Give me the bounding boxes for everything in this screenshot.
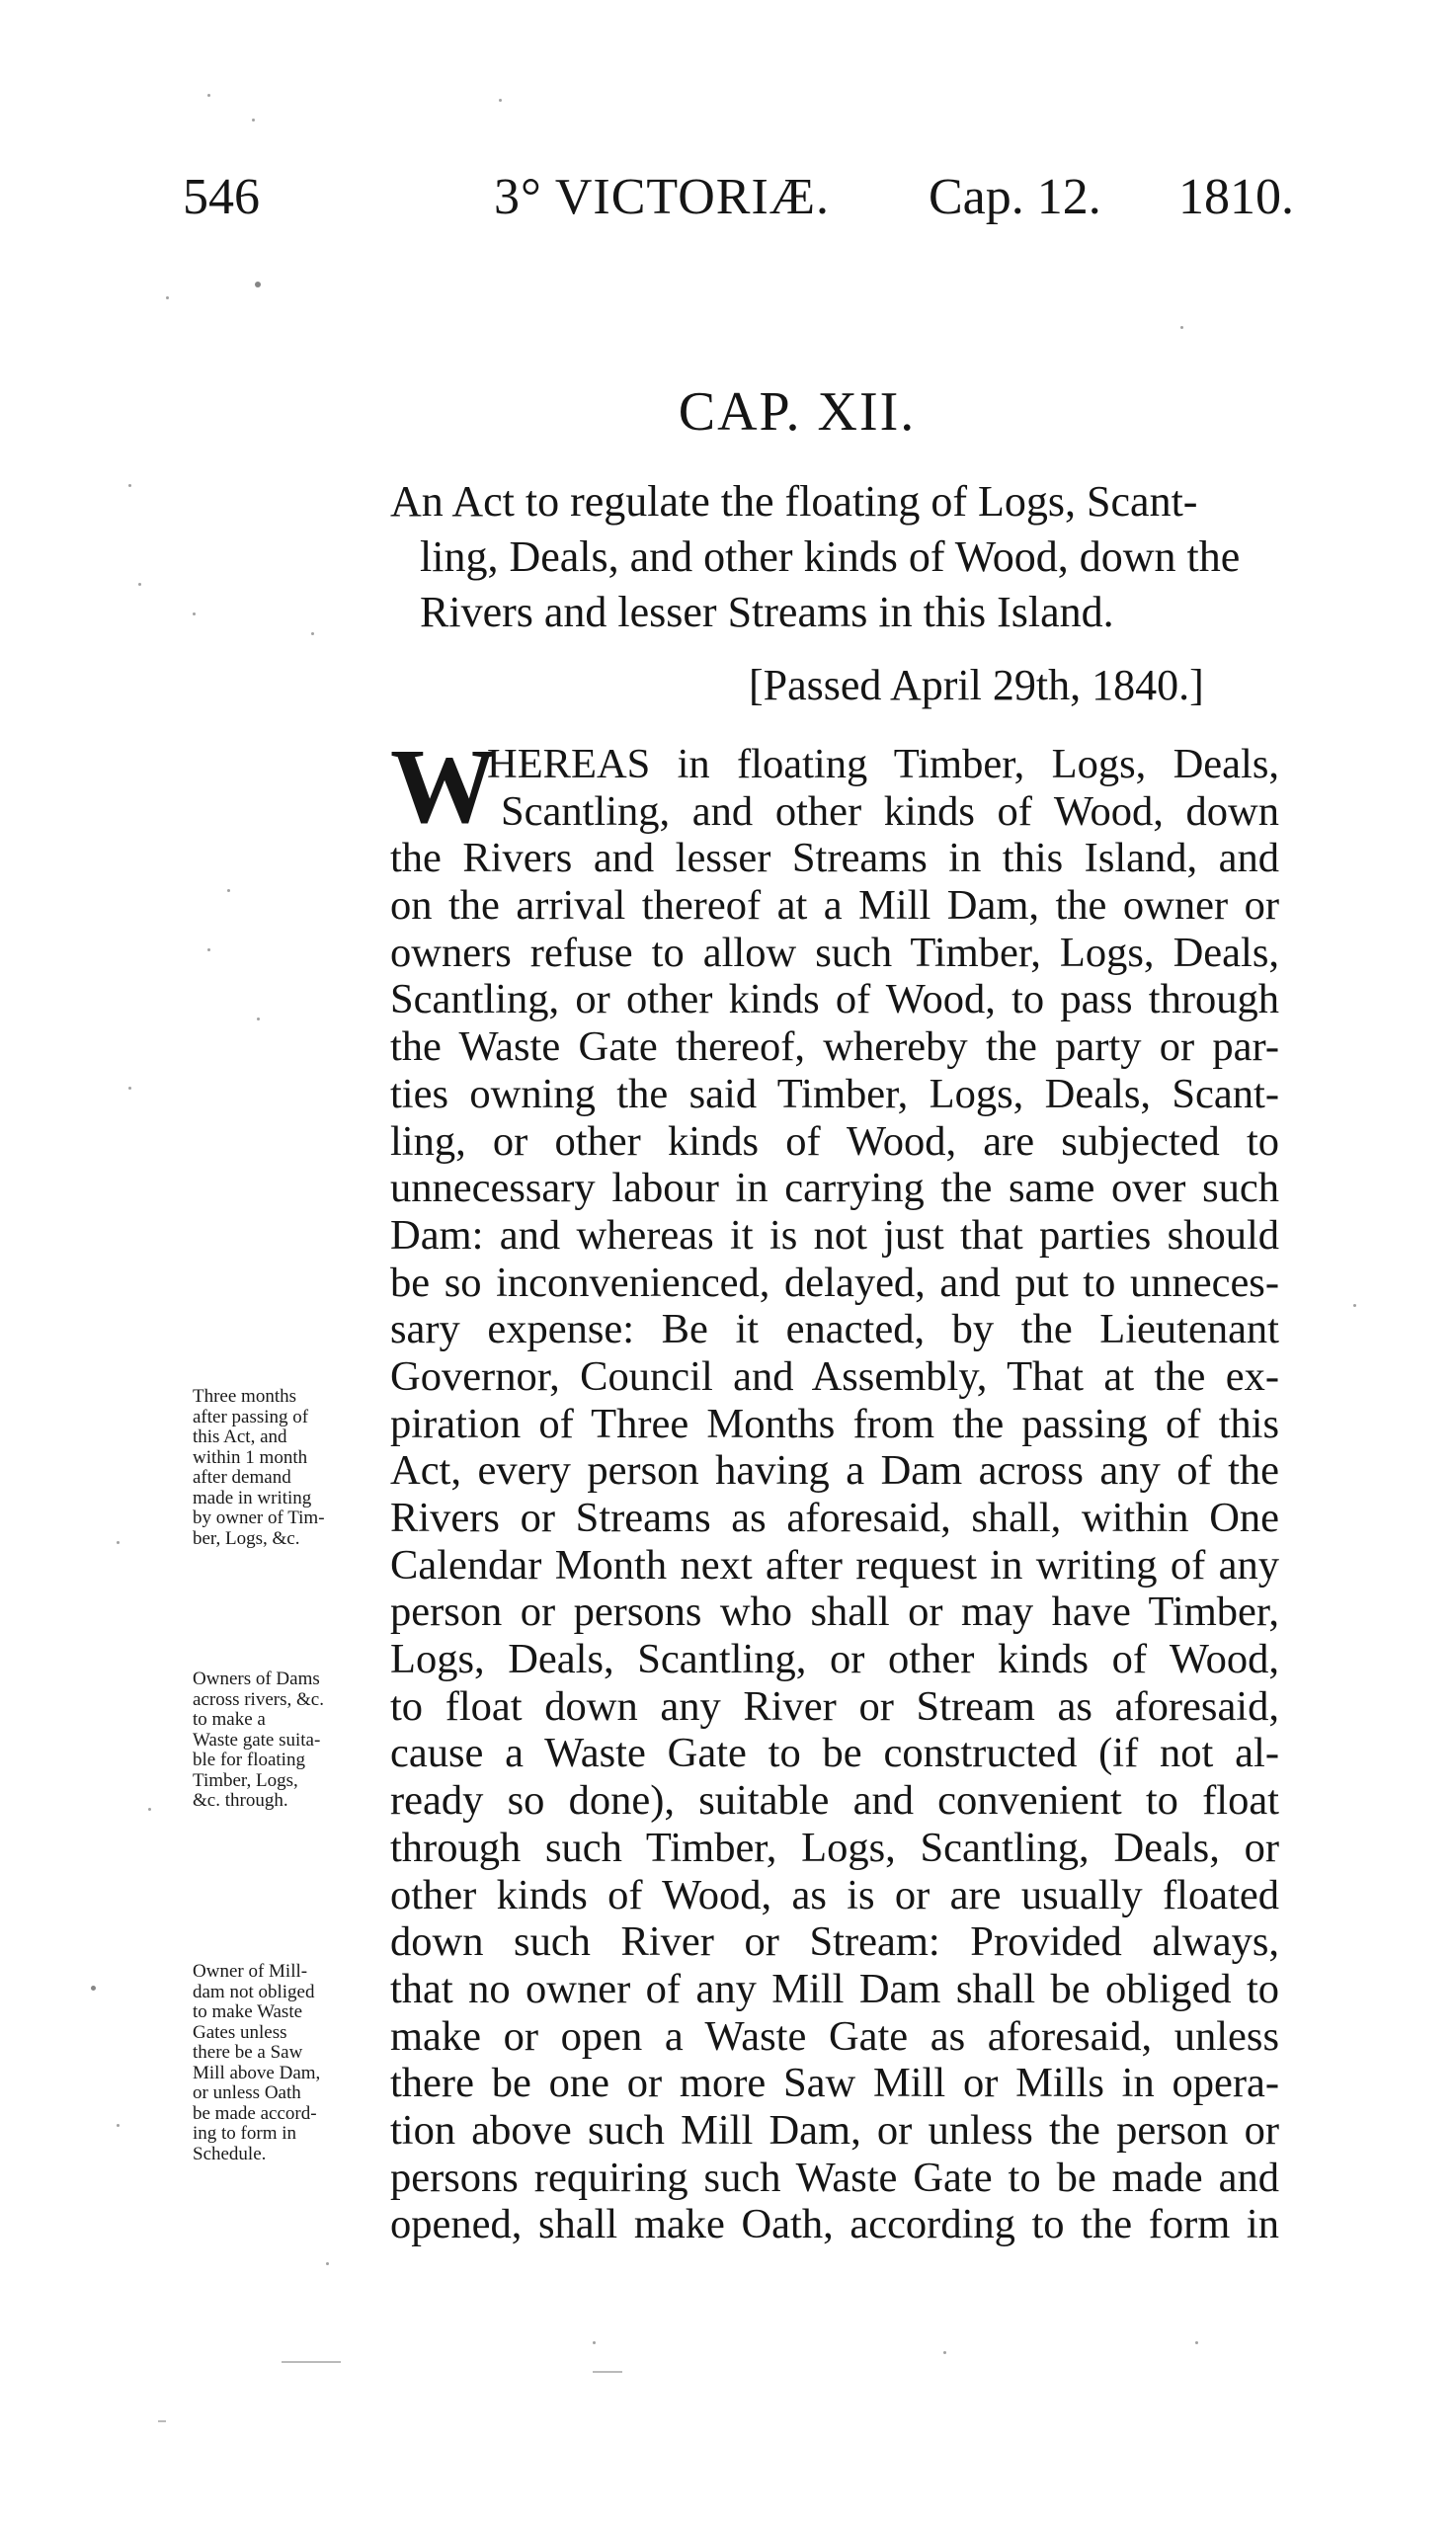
dash-speck — [158, 2420, 166, 2422]
body-line: ready so done), suitable and convenient to float — [390, 1777, 1279, 1825]
speck — [227, 889, 230, 892]
body-text — [390, 728, 1279, 2248]
speck — [252, 119, 255, 122]
body-line: on the arrival thereof at a Mill Dam, the owner or — [390, 882, 1279, 930]
body-line: the Waste Gate thereof, whereby the party or par- — [390, 1023, 1279, 1071]
dash-speck — [593, 2371, 622, 2373]
speck — [311, 632, 314, 635]
body-line: other kinds of Wood, as is or are usually floated — [390, 1871, 1279, 1918]
marginal-note-line: ble for floating — [193, 1750, 305, 1770]
speck — [138, 583, 141, 586]
page-number: 546 — [183, 169, 260, 225]
marginal-note-line: to make a — [193, 1709, 266, 1730]
body-line: Act, every person having a Dam across any of the — [390, 1447, 1279, 1495]
body-line: Governor, Council and Assembly, That at the ex- — [390, 1352, 1279, 1400]
marginal-note — [193, 1387, 380, 1549]
running-head — [183, 168, 1294, 237]
body-line: Logs, Deals, Scantling, or other kinds of Wood, — [390, 1636, 1279, 1683]
marginal-note-line: ing to form in — [193, 2123, 297, 2144]
marginal-note-line: by owner of Tim- — [193, 1507, 325, 1528]
marginal-note — [193, 1962, 380, 2164]
body-line: opened, shall make Oath, according to the form in — [390, 2201, 1279, 2248]
long-title-line: An Act to regulate the floating of Logs, Scant- — [390, 477, 1198, 526]
body-line: Rivers or Streams as aforesaid, shall, within One — [390, 1495, 1279, 1541]
body-line: Dam: and whereas it is not just that parties should — [390, 1211, 1279, 1259]
marginal-note-line: Owner of Mill- — [193, 1961, 308, 1982]
opening-paragraph — [390, 728, 1279, 846]
speck — [1353, 1304, 1356, 1307]
speck — [257, 1018, 260, 1020]
marginal-note — [193, 1670, 380, 1812]
body-line: the Rivers and lesser Streams in this Island, and — [390, 835, 1279, 882]
speck — [128, 484, 131, 487]
body-line: to float down any River or Stream as aforesaid, — [390, 1682, 1279, 1730]
dash-speck — [282, 2361, 341, 2363]
body-line: Scantling, and other kinds of Wood, down — [501, 787, 1279, 835]
marginal-note-line: Owners of Dams — [193, 1669, 320, 1689]
speck — [499, 99, 502, 102]
body-line: ling, or other kinds of Wood, are subjected to — [390, 1117, 1279, 1165]
header-year: 1810. — [1178, 169, 1294, 225]
body-line: persons requiring such Waste Gate to be made and — [390, 2154, 1279, 2201]
body-line: owners refuse to allow such Timber, Logs, Deals, — [390, 929, 1279, 976]
body-line: through such Timber, Logs, Scantling, Deals, or — [390, 1824, 1279, 1871]
marginal-note-line: made in writing — [193, 1487, 312, 1508]
body-line: sary expense: Be it enacted, by the Lieutenant — [390, 1306, 1279, 1353]
speck — [128, 1087, 131, 1090]
marginal-note-line: this Act, and — [193, 1426, 287, 1447]
marginal-note-line: Gates unless — [193, 2021, 287, 2043]
speck — [207, 94, 210, 97]
long-title-line: Rivers and lesser Streams in this Island. — [420, 588, 1114, 636]
speck — [943, 2351, 946, 2354]
marginal-note-line: be made accord- — [193, 2102, 317, 2124]
marginal-note-line: after passing of — [193, 1406, 309, 1427]
speck — [1180, 326, 1183, 329]
body-line: Calendar Month next after request in writing of any — [390, 1541, 1279, 1589]
speck — [148, 1808, 151, 1811]
speck — [117, 2124, 120, 2127]
body-line: Scantling, or other kinds of Wood, to pass through — [390, 976, 1279, 1023]
marginal-note-line: Timber, Logs, — [193, 1769, 298, 1791]
marginal-note-line: dam not obliged — [193, 1981, 315, 2002]
marginal-note-line: there be a Saw — [193, 2042, 303, 2063]
body-line: cause a Waste Gate to be constructed (if not al- — [390, 1730, 1279, 1777]
drop-cap: W — [390, 728, 497, 846]
body-line: that no owner of any Mill Dam shall be obliged to — [390, 1965, 1279, 2012]
speck — [207, 948, 210, 951]
body-line: make or open a Waste Gate as aforesaid, unless — [390, 2012, 1279, 2060]
act-long-title — [390, 474, 1279, 640]
chapter-heading: CAP. XII. — [678, 381, 917, 443]
body-line: there be one or more Saw Mill or Mills in opera- — [390, 2060, 1279, 2107]
marginal-note-line: to make Waste — [193, 2001, 303, 2022]
marginal-note-line: Three months — [193, 1386, 297, 1407]
body-line: piration of Three Months from the passing of this — [390, 1400, 1279, 1447]
passed-date: [Passed April 29th, 1840.] — [749, 661, 1204, 709]
regnal-year: 3° VICTORIÆ. — [494, 169, 831, 225]
body-line: unnecessary labour in carrying the same over such — [390, 1165, 1279, 1212]
marginal-note-line: within 1 month — [193, 1446, 308, 1468]
marginal-note-line: or unless Oath — [193, 2082, 301, 2103]
marginal-note-line: ber, Logs, &c. — [193, 1527, 300, 1549]
body-line: be so inconvenienced, delayed, and put to unneces- — [390, 1259, 1279, 1306]
speck — [166, 296, 169, 299]
marginal-note-line: Schedule. — [193, 2143, 267, 2164]
speck — [255, 282, 261, 287]
marginal-note-line: &c. through. — [193, 1790, 288, 1811]
chapter-reference: Cap. 12. — [929, 169, 1101, 225]
speck — [593, 2341, 596, 2344]
speck — [326, 2262, 329, 2265]
speck — [193, 612, 196, 615]
body-line: down such River or Stream: Provided always, — [390, 1918, 1279, 1966]
body-line: HEREAS in floating Timber, Logs, Deals, — [487, 741, 1279, 787]
marginal-note-line: across rivers, &c. — [193, 1688, 324, 1710]
speck — [1195, 2341, 1198, 2344]
speck — [91, 1986, 96, 1991]
body-line: ties owning the said Timber, Logs, Deals, Scant- — [390, 1070, 1279, 1117]
marginal-note-line: after demand — [193, 1467, 291, 1488]
long-title-line: ling, Deals, and other kinds of Wood, down the — [420, 532, 1241, 581]
body-line: tion above such Mill Dam, or unless the person or — [390, 2106, 1279, 2154]
speck — [117, 1541, 120, 1544]
marginal-note-line: Mill above Dam, — [193, 2062, 321, 2083]
marginal-note-line: Waste gate suita- — [193, 1729, 321, 1751]
body-line: person or persons who shall or may have Timber, — [390, 1589, 1279, 1636]
